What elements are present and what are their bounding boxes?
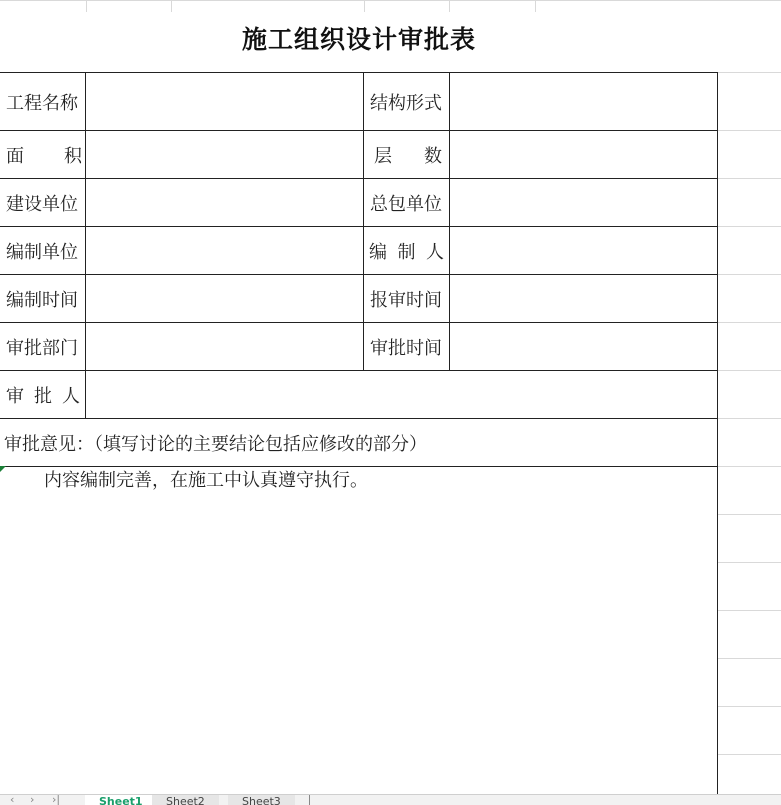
grid-line bbox=[718, 130, 781, 131]
table-border bbox=[0, 418, 718, 419]
label-approval-time: 审批时间 bbox=[370, 337, 442, 359]
input-approval-dept[interactable] bbox=[86, 323, 363, 370]
label-area-char: 积 bbox=[64, 145, 82, 167]
table-border bbox=[363, 72, 364, 371]
grid-line bbox=[718, 754, 781, 755]
grid-line bbox=[718, 562, 781, 563]
label-compiler bbox=[369, 227, 444, 274]
label-approver-char: 批 bbox=[34, 385, 52, 407]
table-border bbox=[717, 72, 718, 794]
grid-line bbox=[718, 610, 781, 611]
sheet-tab-bar bbox=[0, 794, 781, 805]
tab-nav-next-icon[interactable]: › bbox=[30, 794, 35, 805]
grid-line bbox=[718, 72, 781, 73]
tab-nav-last-icon[interactable]: ›| bbox=[52, 794, 61, 805]
label-floors bbox=[374, 131, 442, 178]
input-submit-time[interactable] bbox=[450, 275, 717, 322]
label-approval-dept: 审批部门 bbox=[6, 337, 78, 359]
label-structure-type: 结构形式 bbox=[370, 92, 442, 114]
input-approver[interactable] bbox=[86, 371, 717, 418]
input-floors[interactable] bbox=[450, 131, 717, 178]
input-compiling-unit[interactable] bbox=[86, 227, 363, 274]
grid-line bbox=[718, 658, 781, 659]
label-general-contractor: 总包单位 bbox=[370, 193, 442, 215]
input-project-name[interactable] bbox=[86, 73, 363, 130]
tab-sheet1[interactable]: Sheet1 bbox=[85, 795, 157, 805]
label-compiling-unit: 编制单位 bbox=[6, 241, 78, 263]
grid-line bbox=[718, 322, 781, 323]
tab-sheet2[interactable]: Sheet2 bbox=[152, 795, 219, 805]
grid-line bbox=[718, 274, 781, 275]
grid-line bbox=[718, 418, 781, 419]
grid-line bbox=[718, 706, 781, 707]
grid-line bbox=[718, 514, 781, 515]
input-general-contractor[interactable] bbox=[450, 179, 717, 226]
input-compiler[interactable] bbox=[450, 227, 717, 274]
label-approver-char: 审 bbox=[6, 385, 24, 407]
label-submit-time: 报审时间 bbox=[370, 289, 442, 311]
label-approver bbox=[6, 371, 80, 418]
grid-line bbox=[364, 0, 365, 12]
label-project-name: 工程名称 bbox=[6, 92, 78, 114]
label-approval-opinion: 审批意见：（填写讨论的主要结论包括应修改的部分） bbox=[4, 434, 427, 455]
grid-line bbox=[535, 0, 536, 12]
grid-line bbox=[718, 466, 781, 467]
grid-line bbox=[86, 0, 87, 12]
grid-line bbox=[718, 226, 781, 227]
label-area bbox=[6, 131, 82, 178]
grid-line bbox=[0, 0, 781, 1]
label-floors-char: 层 bbox=[374, 145, 392, 167]
input-compile-time[interactable] bbox=[86, 275, 363, 322]
form-title: 施工组织设计审批表 bbox=[241, 25, 476, 54]
input-approval-time[interactable] bbox=[450, 323, 717, 370]
label-compiler-char: 编 bbox=[369, 241, 387, 263]
label-approver-char: 人 bbox=[62, 385, 80, 407]
grid-line bbox=[718, 178, 781, 179]
label-construction-unit: 建设单位 bbox=[6, 193, 78, 215]
tab-sheet3[interactable]: Sheet3 bbox=[228, 795, 295, 805]
label-compiler-char: 人 bbox=[426, 241, 444, 263]
approval-opinion-text[interactable]: 内容编制完善，在施工中认真遵守执行。 bbox=[44, 470, 368, 491]
label-floors-char: 数 bbox=[424, 145, 442, 167]
label-compiler-char: 制 bbox=[397, 241, 416, 263]
label-compile-time: 编制时间 bbox=[6, 289, 78, 311]
grid-line bbox=[449, 0, 450, 12]
tab-nav-prev-icon[interactable]: ‹ bbox=[10, 794, 15, 805]
input-construction-unit[interactable] bbox=[86, 179, 363, 226]
label-area-char: 面 bbox=[6, 145, 24, 167]
grid-line bbox=[171, 0, 172, 12]
input-area[interactable] bbox=[86, 131, 363, 178]
input-structure-type[interactable] bbox=[450, 73, 717, 130]
grid-line bbox=[718, 370, 781, 371]
cell-comment-marker bbox=[0, 466, 6, 472]
